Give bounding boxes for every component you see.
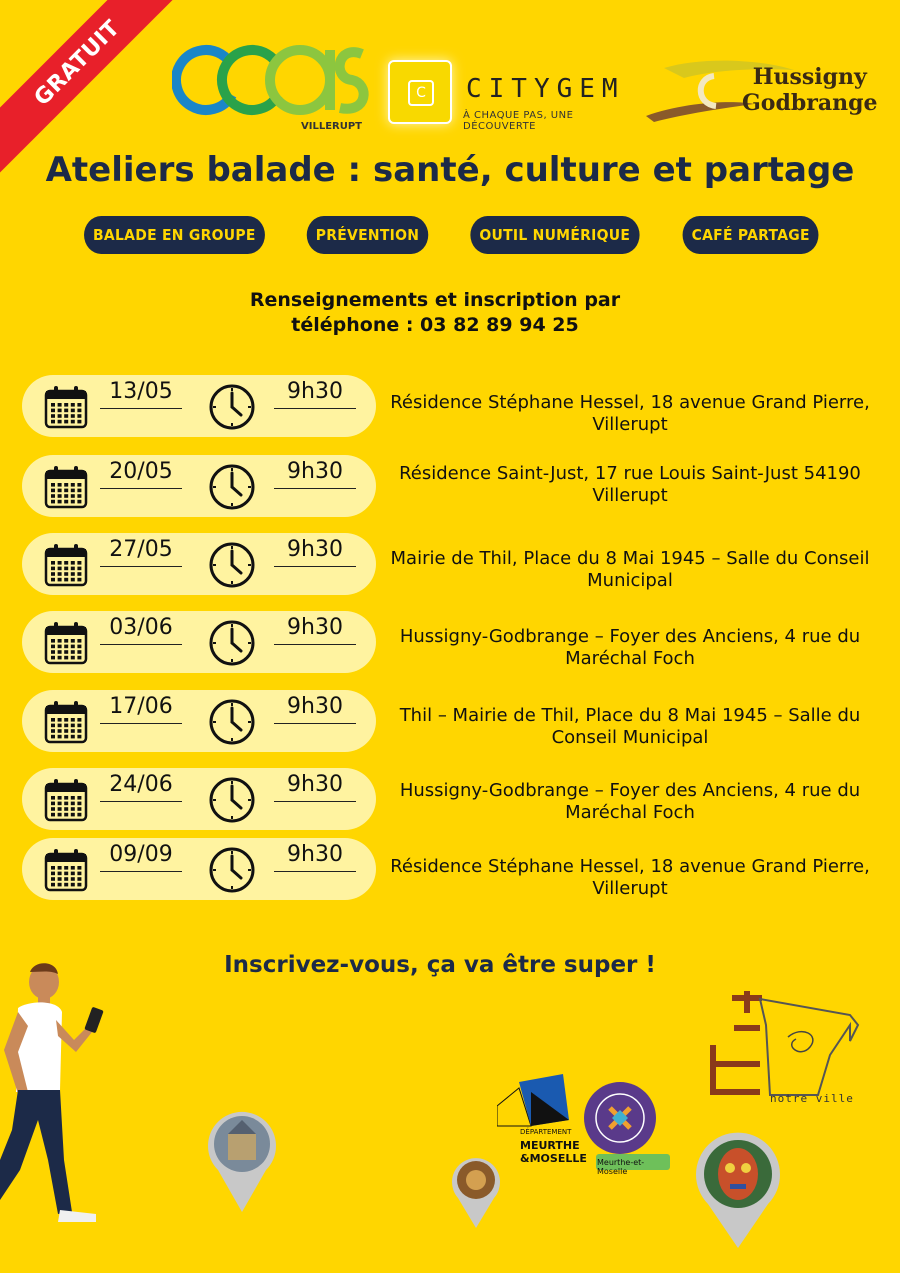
thil-logo [710,985,870,1105]
clock-icon [208,541,256,589]
clock-icon [208,463,256,511]
session-date: 03/06 [100,615,182,645]
citygem-name: CITYGEM [466,74,625,104]
session-row [22,611,376,673]
walking-person-illustration [0,960,110,1230]
calendar-icon [44,465,88,509]
tag-digital-tool: OUTIL NUMÉRIQUE [471,216,640,254]
clock-icon [208,698,256,746]
ccas-subtitle: VILLERUPT [300,121,362,132]
session-date: 17/06 [100,694,182,724]
tag-list [0,216,900,254]
session-time: 9h30 [274,694,356,724]
free-label: GRATUIT [29,15,125,111]
calendar-icon [44,778,88,822]
clock-icon [208,619,256,667]
session-date: 09/09 [100,842,182,872]
ccas-logo [172,38,372,138]
calendar-icon [44,621,88,665]
session-time: 9h30 [274,459,356,489]
session-time: 9h30 [274,379,356,409]
call-to-action: Inscrivez-vous, ça va être super ! [224,952,656,978]
session-address: Hussigny-Godbrange – Foyer des Anciens, 4 rue du Maréchal Foch [399,626,861,669]
citygem-logo [388,60,638,130]
session-date: 13/05 [100,379,182,409]
session-address: Résidence Stéphane Hessel, 18 avenue Grand Pierre, Villerupt [390,856,870,899]
session-address: Thil – Mairie de Thil, Place du 8 Mai 1945 – Salle du Conseil Municipal [399,705,861,748]
session-date: 27/05 [100,537,182,567]
cfin-label: Meurthe-et-Moselle [597,1158,645,1176]
session-address: Hussigny-Godbrange – Foyer des Anciens, 4 rue du Maréchal Foch [399,780,861,823]
registration-info [0,288,870,338]
clock-icon [208,776,256,824]
calendar-icon [44,385,88,429]
map-pin-art-icon [690,1128,786,1252]
clock-icon [208,383,256,431]
session-time: 9h30 [274,615,356,645]
tag-group-walk: BALADE EN GROUPE [84,216,265,254]
session-date: 20/05 [100,459,182,489]
map-pin-castle-icon [202,1104,282,1216]
registration-phone: téléphone : 03 82 89 94 25 [291,314,579,336]
session-row [22,533,376,595]
session-address: Résidence Stéphane Hessel, 18 avenue Grand Pierre, Villerupt [390,392,870,435]
tag-prevention: PRÉVENTION [307,216,428,254]
session-time: 9h30 [274,842,356,872]
registration-line-1: Renseignements et inscription par [249,289,621,311]
free-ribbon [0,0,189,175]
session-date: 24/06 [100,772,182,802]
citygem-tagline: À CHAQUE PAS, UNE DÉCOUVERTE [463,110,574,132]
session-row [22,690,376,752]
session-address: Mairie de Thil, Place du 8 Mai 1945 – Salle du Conseil Municipal [390,548,870,591]
calendar-icon [44,700,88,744]
calendar-icon [44,848,88,892]
thil-tagline: notre ville [770,1092,854,1105]
commission-financeurs-logo [582,1080,670,1180]
map-pin-interior-icon [448,1152,504,1230]
clock-icon [208,846,256,894]
citygem-emblem: C [388,60,452,124]
session-row [22,768,376,830]
hussigny-name: Hussigny Godbrange [742,64,878,116]
calendar-icon [44,543,88,587]
session-time: 9h30 [274,537,356,567]
session-row [22,375,376,437]
tag-coffee-share: CAFÉ PARTAGE [682,216,818,254]
session-address: Résidence Saint-Just, 17 rue Louis Saint-Just 54190 Villerupt [399,463,861,506]
hussigny-godbrange-logo [644,56,889,126]
page-title: Ateliers balade : santé, culture et partage [45,150,855,190]
session-time: 9h30 [274,772,356,802]
session-row [22,838,376,900]
session-row [22,455,376,517]
meurthe-moselle-name: DÉPARTEMENT MEURTHE &MOSELLE [520,1128,587,1165]
